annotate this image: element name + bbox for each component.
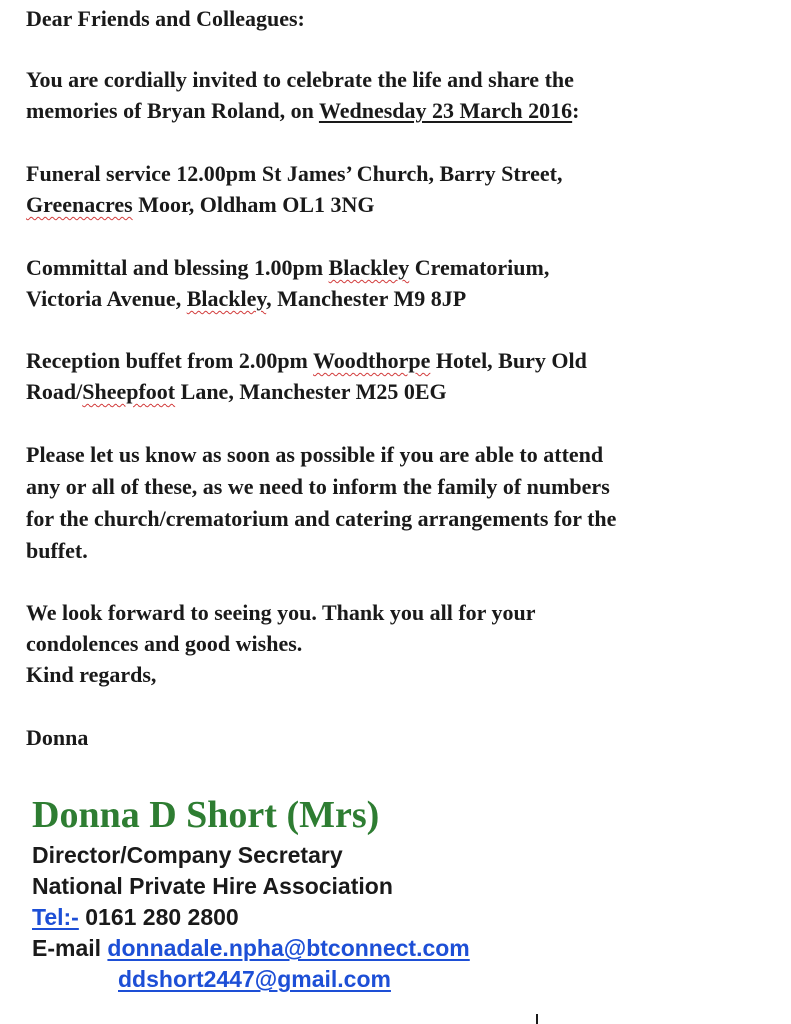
invitation-paragraph — [26, 64, 579, 126]
tel-link[interactable]: Tel:- — [32, 904, 79, 930]
signature-email — [32, 933, 470, 964]
email-label: E-mail — [32, 935, 108, 961]
greeting: Dear Friends and Colleagues: — [26, 6, 305, 31]
reception-line-1 — [26, 345, 587, 376]
email-link-secondary[interactable]: ddshort2447@gmail.com — [118, 966, 391, 992]
funeral-paragraph — [26, 158, 562, 220]
reception-city: Lane, Manchester M25 0EG — [175, 379, 447, 404]
rsvp-line-3: for the church/crematorium and catering arrangements for the — [26, 506, 617, 531]
signature-email-secondary — [32, 964, 470, 995]
rsvp-paragraph — [26, 439, 616, 567]
committal-text: Committal and blessing 1.00pm — [26, 255, 329, 280]
funeral-address: Moor, Oldham OL1 3NG — [132, 192, 375, 217]
signature-phone — [32, 902, 470, 933]
invitation-colon: : — [572, 98, 580, 123]
rsvp-line-1: Please let us know as soon as possible if you are able to attend — [26, 442, 604, 467]
reception-lane-word: Sheepfoot — [82, 379, 176, 404]
reception-text: Reception buffet from 2.00pm — [26, 348, 313, 373]
tel-number: 0161 280 2800 — [78, 904, 239, 930]
reception-paragraph — [26, 345, 587, 407]
committal-line-2 — [26, 283, 549, 314]
rsvp-line-4: buffet. — [26, 538, 88, 563]
committal-city: , Manchester M9 8JP — [266, 286, 467, 311]
invitation-text: memories of Bryan Roland, on — [26, 98, 319, 123]
committal-paragraph — [26, 252, 549, 314]
email-link-primary[interactable]: donnadale.npha@btconnect.com — [107, 935, 470, 961]
rsvp-line-2: any or all of these, as we need to inform the family of numbers — [26, 474, 610, 499]
reception-hotel: Hotel, Bury Old — [430, 348, 587, 373]
signoff-name: Donna — [26, 725, 89, 750]
invitation-line-2 — [26, 95, 579, 126]
invitation-line-1: You are cordially invited to celebrate the life and share the — [26, 67, 574, 92]
reception-road: Road/ — [26, 379, 83, 404]
funeral-line-1: Funeral service 12.00pm St James’ Church, Barry Street, — [26, 161, 563, 186]
signature-organization: National Private Hire Association — [32, 873, 393, 899]
signature-title: Director/Company Secretary — [32, 842, 343, 868]
committal-street: Victoria Avenue, — [26, 286, 187, 311]
closing-line-1: We look forward to seeing you. Thank you all for your — [26, 600, 536, 625]
committal-place-word: Blackley — [328, 255, 410, 280]
email-signature — [32, 790, 470, 995]
closing-line-2: condolences and good wishes. — [26, 631, 303, 656]
signature-name: Donna D Short (Mrs) — [32, 794, 380, 836]
closing-line-3: Kind regards, — [26, 662, 157, 687]
funeral-line-2 — [26, 189, 562, 220]
funeral-place-word: Greenacres — [26, 192, 133, 217]
invitation-date: Wednesday 23 March 2016 — [318, 98, 573, 123]
closing-paragraph — [26, 597, 536, 690]
committal-line-1 — [26, 252, 549, 283]
committal-venue: Crematorium, — [409, 255, 550, 280]
reception-line-2 — [26, 376, 587, 407]
reception-hotel-word: Woodthorpe — [313, 348, 431, 373]
text-cursor — [536, 1014, 538, 1024]
committal-area-word: Blackley — [186, 286, 267, 311]
